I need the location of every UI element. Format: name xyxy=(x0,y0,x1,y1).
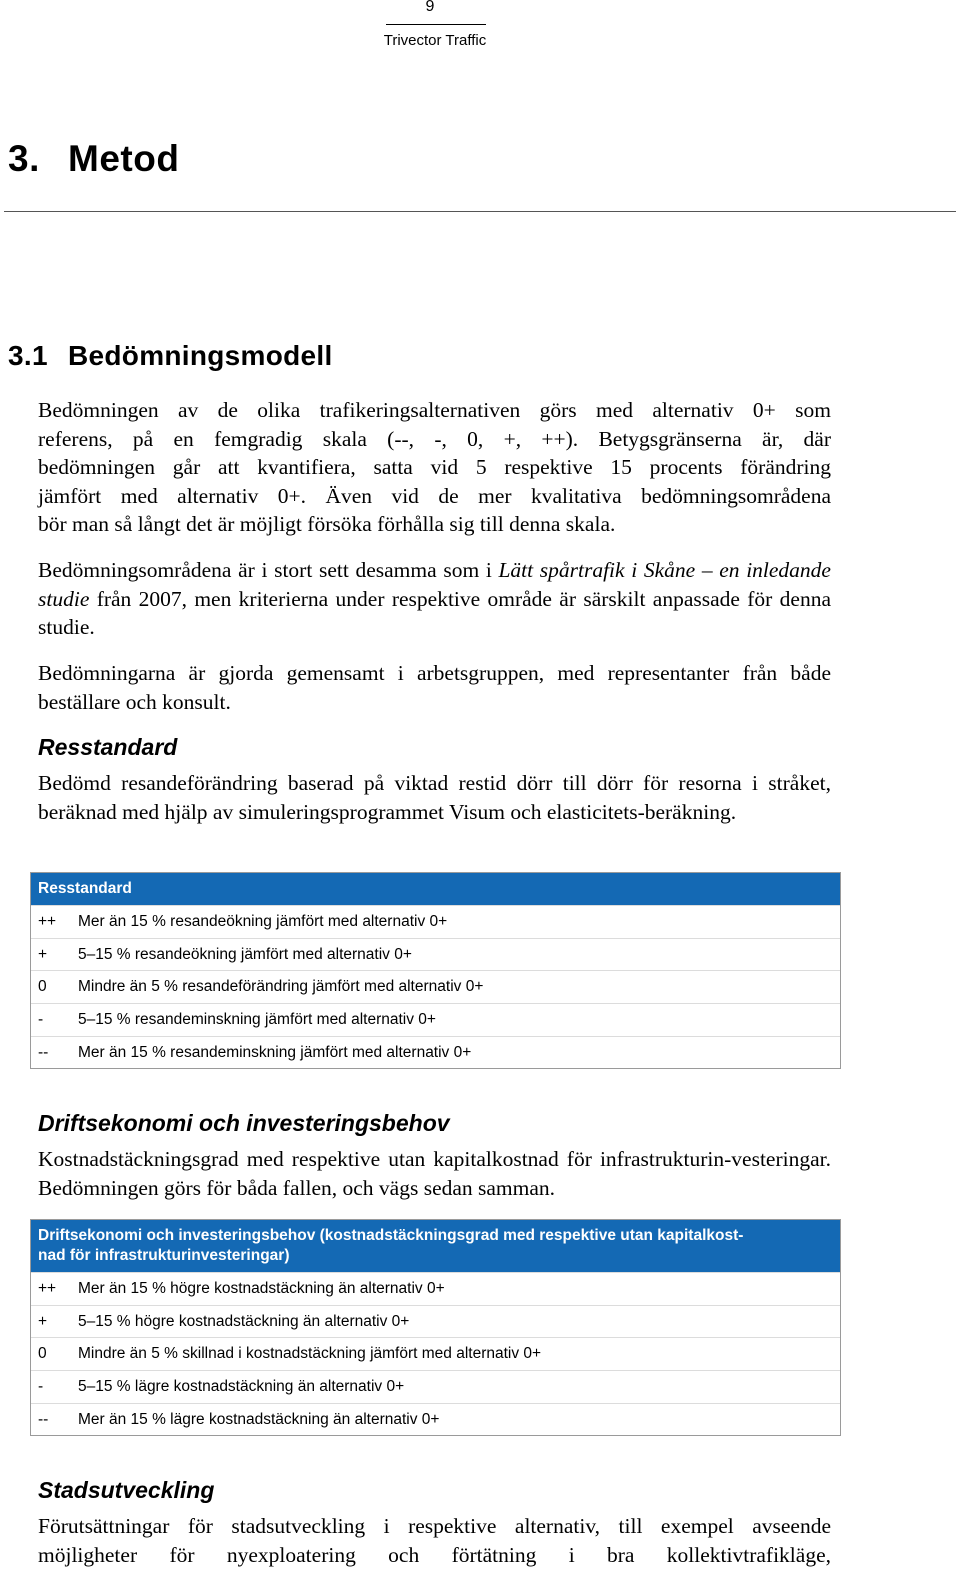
grade-code: ++ xyxy=(38,912,57,930)
section-number: 3.1 xyxy=(8,340,48,371)
chapter-title xyxy=(8,138,179,180)
table-row xyxy=(31,905,840,938)
grade-description: Mer än 15 % resandeökning jämfört med alternativ 0+ xyxy=(78,912,448,930)
grade-description: 5–15 % lägre kostnadstäckning än alternativ 0+ xyxy=(78,1377,405,1395)
table-row xyxy=(31,1370,840,1403)
grade-description: Mindre än 5 % resandeförändring jämfört med alternativ 0+ xyxy=(78,978,484,996)
paragraph-line: jämfört med alternativ 0+. Även vid de mer kvalitativa bedömningsområdena xyxy=(38,483,831,508)
driftsekonomi-table xyxy=(30,1219,841,1436)
table-row xyxy=(31,1036,840,1069)
paragraph-scope xyxy=(38,556,831,642)
section-title xyxy=(8,340,333,372)
grade-code: 0 xyxy=(38,1345,47,1363)
table-row xyxy=(31,1305,840,1338)
page-number: 9 xyxy=(425,0,435,15)
chapter-rule xyxy=(4,211,956,212)
grade-code: 0 xyxy=(38,978,47,996)
table-header xyxy=(31,1220,840,1272)
paragraph-line: bedömningen går att kvantifiera, satta vid 5 respektive 15 procents förändring xyxy=(38,455,831,479)
chapter-number: 3. xyxy=(8,138,40,179)
paragraph-text: Bedömningsområdena är i stort sett desamma som i xyxy=(38,558,499,582)
reference-title: Lätt spårtrafik i Skåne – en inledande studie xyxy=(38,558,831,611)
paragraph-line: referens, på en femgradig skala (--, -, 0, +, ++). Betygsgränserna är, där xyxy=(38,426,831,451)
table-row xyxy=(31,970,840,1003)
table-row xyxy=(31,1003,840,1036)
grade-description: Mer än 15 % lägre kostnadstäckning än alternativ 0+ xyxy=(78,1410,440,1428)
table-row xyxy=(31,1403,840,1436)
paragraph-line: Förutsättningar för stadsutveckling i respektive alternativ, till exempel avseende xyxy=(38,1514,831,1538)
paragraph-line: Bedömningen av de olika trafikeringsalternativen görs med alternativ 0+ som xyxy=(38,398,831,422)
driftsekonomi-heading: Driftsekonomi och investeringsbehov xyxy=(38,1110,450,1136)
grade-description: 5–15 % högre kostnadstäckning än alternativ 0+ xyxy=(78,1312,410,1330)
table-row xyxy=(31,938,840,971)
paragraph-workgroup: Bedömningarna är gjorda gemensamt i arbetsgruppen, med representanter från både beställare och konsult. xyxy=(38,661,831,714)
header-rule xyxy=(386,24,486,25)
grade-code: + xyxy=(38,945,48,963)
driftsekonomi-text: Kostnadstäckningsgrad med respektive utan kapitalkostnad för infrastrukturin-vesteringar. Bedömningen görs för båda fallen, och vägs sedan samman. xyxy=(38,1147,831,1200)
paragraph-line: möjligheter för nyexploatering och förtätning i bra kollektivtrafikläge, xyxy=(38,1542,831,1567)
table-row xyxy=(31,1272,840,1305)
grade-code: -- xyxy=(38,1410,49,1428)
grade-description: Mindre än 5 % skillnad i kostnadstäckning jämfört med alternativ 0+ xyxy=(78,1345,542,1363)
grade-description: 5–15 % resandeökning jämfört med alternativ 0+ xyxy=(78,945,412,963)
paragraph-text: från 2007, men kriterierna under respektive område är särskilt anpassade för denna studie. xyxy=(38,586,831,639)
grade-code: + xyxy=(38,1312,48,1330)
section-title-text: Bedömningsmodell xyxy=(68,340,333,371)
grade-code: - xyxy=(38,1377,44,1395)
stadsutveckling-text xyxy=(38,1512,831,1569)
grade-description: Mer än 15 % högre kostnadstäckning än alternativ 0+ xyxy=(78,1279,445,1297)
resstandard-table xyxy=(30,872,841,1069)
grade-code: -- xyxy=(38,1043,49,1061)
resstandard-heading: Resstandard xyxy=(38,734,178,760)
table-row xyxy=(31,1337,840,1370)
resstandard-text: Bedömd resandeförändring baserad på viktad restid dörr till dörr för resorna i stråket, beräknad med hjälp av simuleringsprogrammet Visum och elasticitets-beräkning. xyxy=(38,771,831,824)
running-head: Trivector Traffic xyxy=(383,32,487,49)
grade-code: ++ xyxy=(38,1279,57,1297)
paragraph-intro xyxy=(38,396,831,539)
stadsutveckling-heading: Stadsutveckling xyxy=(38,1477,215,1503)
paragraph-line: bör man så långt det är möjligt försöka förhålla sig till denna skala. xyxy=(38,512,616,536)
table-header-line: nad för infrastrukturinvesteringar) xyxy=(38,1247,290,1264)
table-header-line: Driftsekonomi och investeringsbehov (kostnadstäckningsgrad med respektive utan kapitalkost- xyxy=(38,1227,744,1244)
grade-code: - xyxy=(38,1010,44,1028)
chapter-title-text: Metod xyxy=(68,138,180,179)
grade-description: 5–15 % resandeminskning jämfört med alternativ 0+ xyxy=(78,1010,436,1028)
grade-description: Mer än 15 % resandeminskning jämfört med alternativ 0+ xyxy=(78,1043,472,1061)
table-header: Resstandard xyxy=(31,873,840,905)
